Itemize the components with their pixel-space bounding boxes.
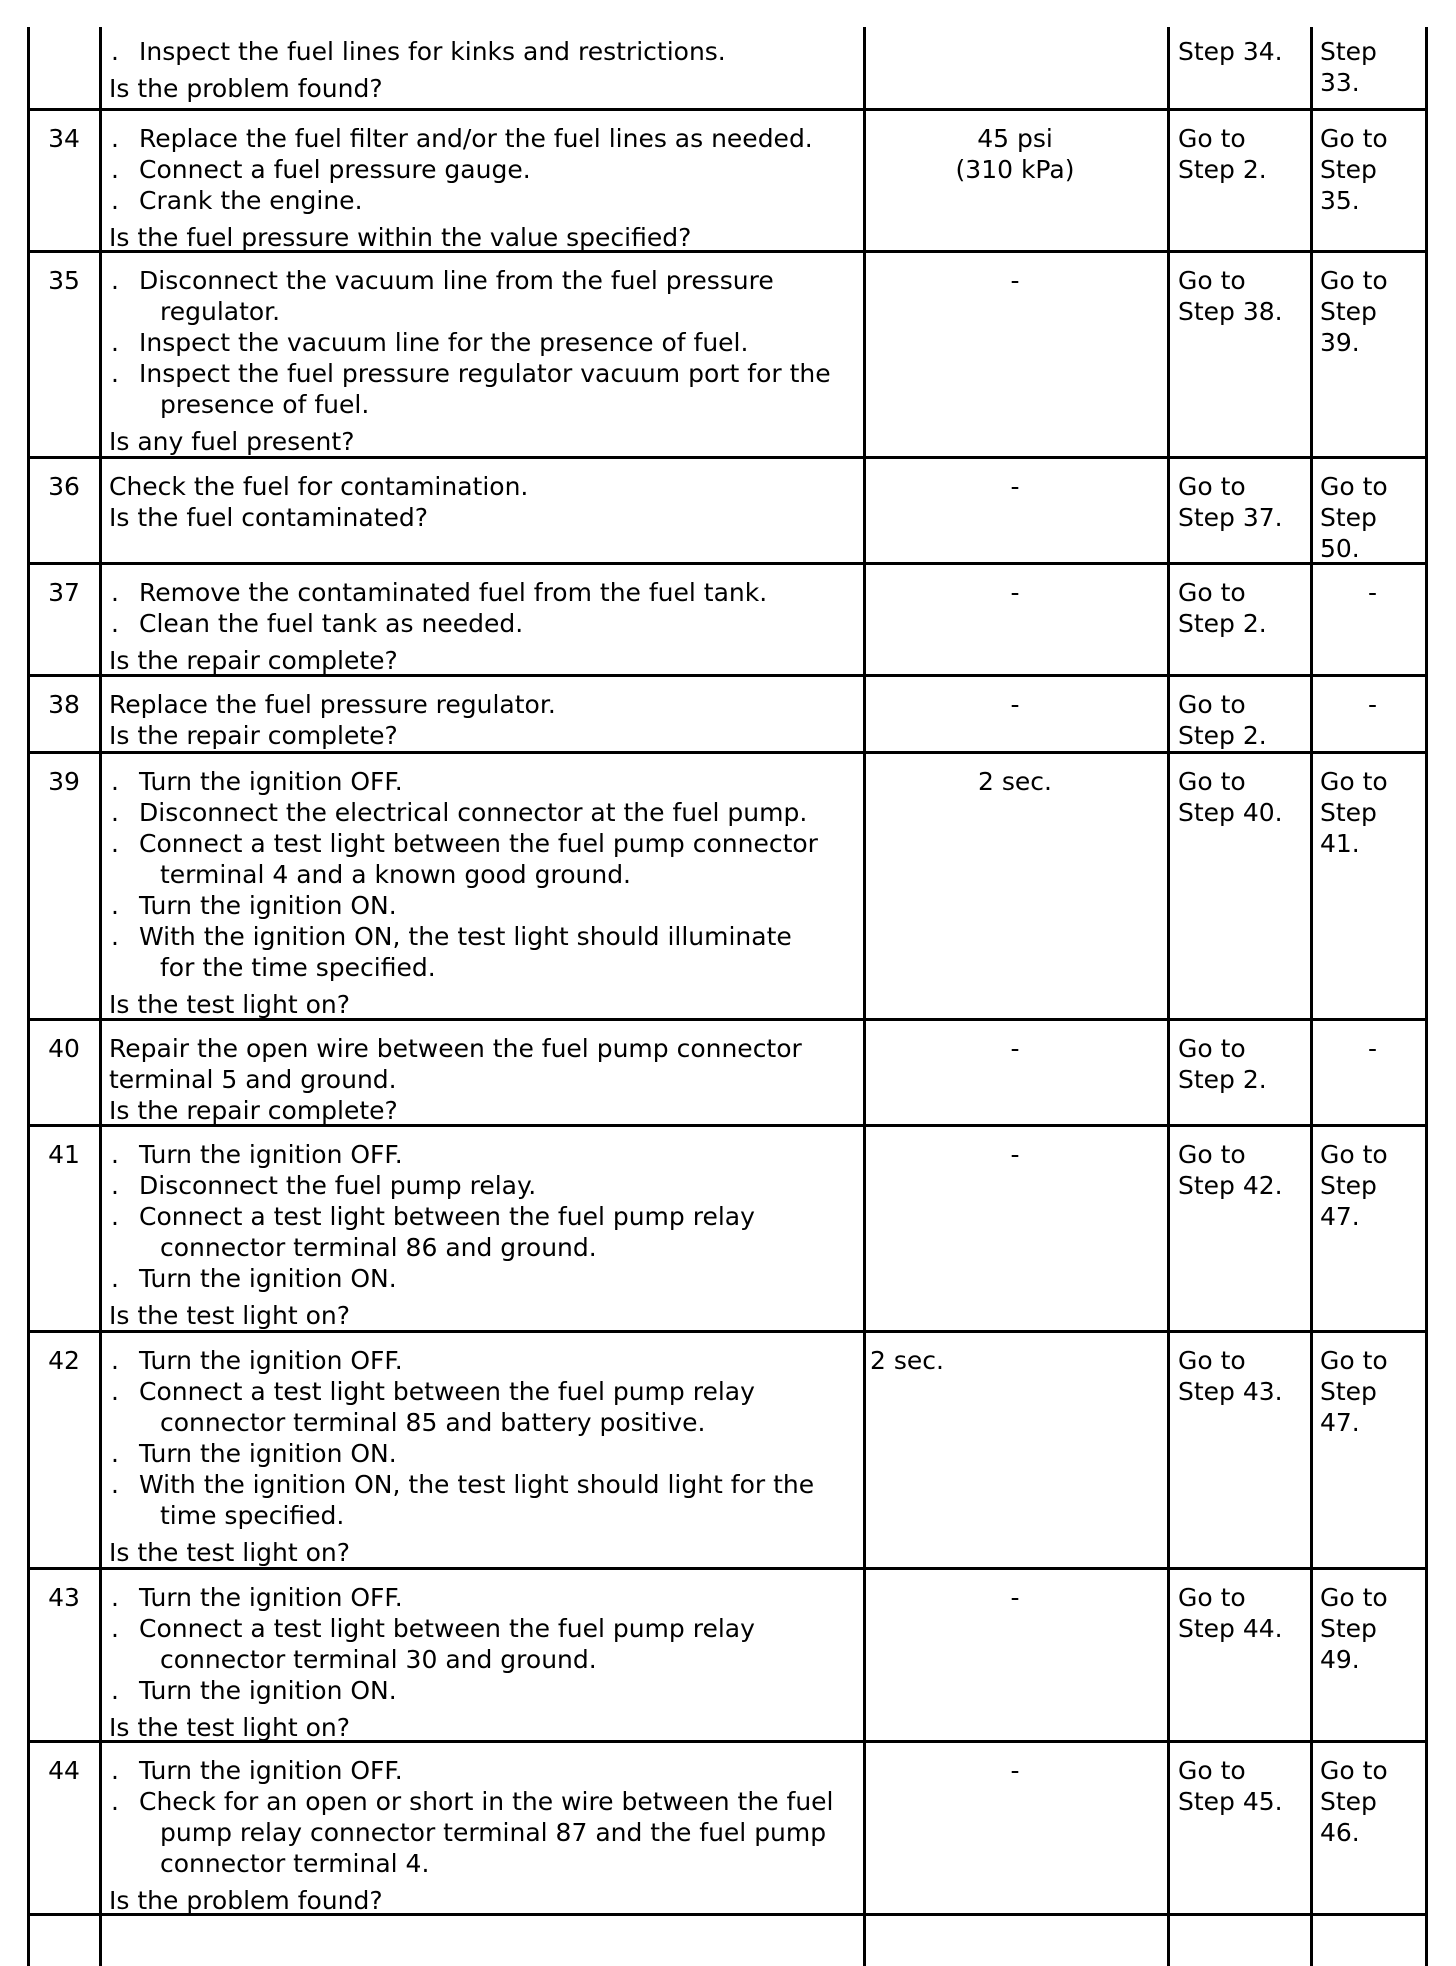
question-text: Is the problem found? (109, 1886, 383, 1915)
bullet-dot: . (111, 1346, 119, 1375)
bullet-text: Turn the ignition OFF. (139, 767, 403, 796)
value-text: 45 psi (977, 124, 1053, 153)
no-text: Go to (1320, 472, 1388, 501)
value-cell (866, 689, 1164, 720)
no-text: 46. (1320, 1818, 1360, 1847)
value-text: 2 sec. (870, 1346, 944, 1375)
value-cell (866, 1033, 1164, 1064)
yes-text: Go to (1178, 767, 1246, 796)
yes-cell (1178, 1033, 1308, 1095)
question-text: Is the test light on? (109, 1301, 351, 1330)
value-text: - (1010, 1034, 1020, 1063)
yes-text: Go to (1178, 578, 1246, 607)
value-cell (866, 123, 1164, 185)
bullet-item (109, 1376, 859, 1407)
action-cell (109, 36, 859, 104)
no-text: 39. (1320, 328, 1360, 357)
no-text: Go to (1320, 266, 1388, 295)
bullet-dot: . (111, 1756, 119, 1785)
bullet-item (109, 123, 859, 154)
no-text: 47. (1320, 1202, 1360, 1231)
no-text: Step (1320, 1787, 1377, 1816)
bullet-dot: . (111, 609, 119, 638)
step-number: 40 (48, 1034, 80, 1063)
value-cell (866, 577, 1164, 608)
bullet-continuation: for the time specified. (160, 953, 436, 982)
value-text: - (1010, 578, 1020, 607)
value-cell (866, 1755, 1164, 1786)
yes-text: Go to (1178, 124, 1246, 153)
yes-text: Step 38. (1178, 297, 1283, 326)
bullet-dot: . (111, 186, 119, 215)
step-number: 39 (48, 767, 80, 796)
bullet-item (109, 154, 859, 185)
yes-cell (1178, 1755, 1308, 1817)
action-cell (109, 1582, 859, 1743)
column-divider-value (1167, 27, 1170, 1966)
yes-text: Go to (1178, 1034, 1246, 1063)
bullet-continuation: pump relay connector terminal 87 and the fuel pump (160, 1818, 827, 1847)
no-cell (1320, 577, 1425, 608)
yes-cell (1178, 1345, 1308, 1407)
bullet-item (109, 766, 859, 797)
value-cell (866, 1582, 1164, 1613)
step-number: 37 (48, 578, 80, 607)
bullet-item (109, 1582, 859, 1613)
action-cell (109, 1033, 859, 1126)
table-border-left (27, 27, 30, 1966)
action-text: Repair the open wire between the fuel pump connector (109, 1034, 802, 1063)
question-text: Is any fuel present? (109, 427, 355, 456)
bullet-text: Connect a test light between the fuel pump connector (139, 829, 818, 858)
no-text: 41. (1320, 829, 1360, 858)
value-cell (866, 766, 1164, 797)
no-cell (1320, 123, 1425, 216)
value-text: - (1010, 690, 1020, 719)
yes-text: Go to (1178, 1140, 1246, 1169)
value-cell (866, 265, 1164, 296)
no-cell (1320, 1139, 1425, 1232)
bullet-continuation: presence of fuel. (160, 390, 370, 419)
yes-text: Step 2. (1178, 155, 1267, 184)
yes-text: Step 2. (1178, 721, 1267, 750)
question-text: Is the test light on? (109, 1538, 351, 1567)
no-text: Step (1320, 503, 1377, 532)
bullet-item (109, 36, 859, 67)
question-text: Is the test light on? (109, 1713, 351, 1742)
bullet-item (109, 1613, 859, 1644)
bullet-text: With the ignition ON, the test light should illuminate (139, 922, 792, 951)
bullet-dot: . (111, 1583, 119, 1612)
no-cell (1320, 689, 1425, 720)
bullet-item (109, 921, 859, 952)
action-cell (109, 1755, 859, 1916)
no-cell (1320, 1582, 1425, 1675)
bullet-text: Clean the fuel tank as needed. (139, 609, 524, 638)
bullet-item (109, 577, 859, 608)
yes-cell (1178, 471, 1308, 533)
bullet-item (109, 1438, 859, 1469)
bullet-dot: . (111, 578, 119, 607)
step-number: 38 (48, 690, 80, 719)
no-cell (1320, 1345, 1425, 1438)
yes-cell (1178, 766, 1308, 828)
action-text: Check the fuel for contamination. (109, 472, 529, 501)
bullet-dot: . (111, 266, 119, 295)
bullet-text: Disconnect the electrical connector at the fuel pump. (139, 798, 808, 827)
no-cell (1320, 36, 1425, 98)
no-text: Go to (1320, 1140, 1388, 1169)
bullet-text: Disconnect the fuel pump relay. (139, 1171, 537, 1200)
yes-cell (1178, 1139, 1308, 1201)
table-border-right (1425, 27, 1428, 1966)
bullet-item (109, 1675, 859, 1706)
step-number: 42 (48, 1346, 80, 1375)
yes-text: Step 43. (1178, 1377, 1283, 1406)
action-text: Is the repair complete? (109, 721, 398, 750)
bullet-dot: . (111, 1140, 119, 1169)
step-number: 35 (48, 266, 80, 295)
bullet-continuation: connector terminal 86 and ground. (160, 1233, 597, 1262)
bullet-text: Turn the ignition OFF. (139, 1583, 403, 1612)
bullet-dot: . (111, 829, 119, 858)
no-text: Step (1320, 1377, 1377, 1406)
bullet-dot: . (111, 798, 119, 827)
yes-text: Step 44. (1178, 1614, 1283, 1643)
no-text: Step (1320, 37, 1377, 66)
bullet-dot: . (111, 1676, 119, 1705)
bullet-continuation: connector terminal 30 and ground. (160, 1645, 597, 1674)
bullet-dot: . (111, 767, 119, 796)
value-text: - (1010, 1140, 1020, 1169)
bullet-text: Turn the ignition ON. (139, 1676, 397, 1705)
yes-cell (1178, 123, 1308, 185)
bullet-continuation: regulator. (160, 297, 281, 326)
bullet-item (109, 1263, 859, 1294)
bullet-item (109, 1345, 859, 1376)
bullet-continuation: time specified. (160, 1501, 345, 1530)
action-cell (109, 123, 859, 253)
bullet-text: Replace the fuel filter and/or the fuel lines as needed. (139, 124, 813, 153)
yes-text: Step 40. (1178, 798, 1283, 827)
step-number: 43 (48, 1583, 80, 1612)
no-cell (1320, 766, 1425, 859)
yes-text: Step 45. (1178, 1787, 1283, 1816)
step-number: 41 (48, 1140, 80, 1169)
value-text: - (1010, 1756, 1020, 1785)
yes-text: Go to (1178, 1583, 1246, 1612)
bullet-item (109, 327, 859, 358)
bullet-item (109, 265, 859, 296)
bullet-text: Turn the ignition OFF. (139, 1140, 403, 1169)
bullet-text: Inspect the vacuum line for the presence of fuel. (139, 328, 749, 357)
bullet-item (109, 185, 859, 216)
yes-text: Step 37. (1178, 503, 1283, 532)
column-divider-yes (1310, 27, 1313, 1966)
no-text: Go to (1320, 1756, 1388, 1785)
bullet-text: Turn the ignition ON. (139, 1439, 397, 1468)
action-cell (109, 471, 859, 533)
bullet-dot: . (111, 37, 119, 66)
bullet-continuation: connector terminal 85 and battery positive. (160, 1408, 706, 1437)
no-text: Step (1320, 155, 1377, 184)
bullet-item (109, 1755, 859, 1786)
bullet-item (109, 1139, 859, 1170)
question-text: Is the fuel pressure within the value specified? (109, 223, 692, 252)
bullet-dot: . (111, 155, 119, 184)
row-divider (28, 108, 1428, 111)
column-divider-action (863, 27, 866, 1966)
value-text: (310 kPa) (955, 155, 1075, 184)
yes-text: Step 42. (1178, 1171, 1283, 1200)
bullet-item (109, 1201, 859, 1232)
action-text: Is the fuel contaminated? (109, 503, 429, 532)
action-text: Is the repair complete? (109, 1096, 398, 1125)
bullet-text: Connect a fuel pressure gauge. (139, 155, 531, 184)
step-number: 36 (48, 472, 80, 501)
value-cell (866, 471, 1164, 502)
bullet-dot: . (111, 1787, 119, 1816)
yes-text: Go to (1178, 472, 1246, 501)
bullet-dot: . (111, 328, 119, 357)
value-cell (866, 1139, 1164, 1170)
step-number: 34 (48, 124, 80, 153)
value-text: - (1010, 1583, 1020, 1612)
action-text: terminal 5 and ground. (109, 1065, 397, 1094)
value-text: - (1010, 472, 1020, 501)
bullet-dot: . (111, 124, 119, 153)
no-text: 50. (1320, 534, 1360, 563)
bullet-dot: . (111, 1439, 119, 1468)
bullet-item (109, 358, 859, 389)
no-text: 47. (1320, 1408, 1360, 1437)
bullet-text: Turn the ignition ON. (139, 891, 397, 920)
action-cell (109, 265, 859, 457)
column-divider-step (99, 27, 102, 1966)
bullet-dot: . (111, 922, 119, 951)
bullet-text: Turn the ignition ON. (139, 1264, 397, 1293)
bullet-continuation: connector terminal 4. (160, 1849, 430, 1878)
bullet-item (109, 608, 859, 639)
action-text: Replace the fuel pressure regulator. (109, 690, 556, 719)
bullet-item (109, 1170, 859, 1201)
no-text: 35. (1320, 186, 1360, 215)
bullet-text: With the ignition ON, the test light should light for the (139, 1470, 815, 1499)
bullet-text: Turn the ignition OFF. (139, 1756, 403, 1785)
bullet-text: Connect a test light between the fuel pump relay (139, 1202, 755, 1231)
bullet-dot: . (111, 891, 119, 920)
action-cell (109, 577, 859, 676)
value-text: - (1010, 266, 1020, 295)
bullet-item (109, 797, 859, 828)
bullet-dot: . (111, 1470, 119, 1499)
yes-cell (1178, 689, 1308, 751)
value-text: 2 sec. (978, 767, 1052, 796)
no-text: Go to (1320, 1583, 1388, 1612)
bullet-dot: . (111, 1614, 119, 1643)
bullet-text: Crank the engine. (139, 186, 363, 215)
bullet-text: Inspect the fuel lines for kinks and restrictions. (139, 37, 726, 66)
bullet-text: Inspect the fuel pressure regulator vacuum port for the (139, 359, 831, 388)
yes-text: Step 34. (1178, 37, 1283, 66)
yes-text: Go to (1178, 266, 1246, 295)
action-cell (109, 766, 859, 1020)
no-text: Step (1320, 1614, 1377, 1643)
action-cell (109, 1139, 859, 1331)
no-text: Go to (1320, 1346, 1388, 1375)
yes-text: Go to (1178, 690, 1246, 719)
no-text: Step (1320, 1171, 1377, 1200)
bullet-text: Check for an open or short in the wire between the fuel (139, 1787, 834, 1816)
bullet-dot: . (111, 359, 119, 388)
no-cell (1320, 471, 1425, 564)
no-text: - (1367, 690, 1378, 719)
yes-text: Step 2. (1178, 1065, 1267, 1094)
question-text: Is the repair complete? (109, 646, 398, 675)
no-cell (1320, 1033, 1425, 1064)
no-text: Step (1320, 297, 1377, 326)
bullet-text: Connect a test light between the fuel pump relay (139, 1614, 755, 1643)
bullet-item (109, 1786, 859, 1817)
yes-text: Step 2. (1178, 609, 1267, 638)
row-divider (28, 562, 1428, 565)
no-text: Go to (1320, 767, 1388, 796)
no-text: 49. (1320, 1645, 1360, 1674)
no-text: - (1367, 578, 1378, 607)
yes-text: Go to (1178, 1346, 1246, 1375)
bullet-dot: . (111, 1264, 119, 1293)
yes-cell (1178, 36, 1308, 67)
bullet-item (109, 1469, 859, 1500)
no-text: 33. (1320, 68, 1360, 97)
action-cell (109, 689, 859, 751)
bullet-text: Remove the contaminated fuel from the fuel tank. (139, 578, 768, 607)
bullet-item (109, 828, 859, 859)
step-number: 44 (48, 1756, 80, 1785)
no-text: Step (1320, 798, 1377, 827)
no-text: Go to (1320, 124, 1388, 153)
row-divider (28, 751, 1428, 754)
bullet-text: Connect a test light between the fuel pump relay (139, 1377, 755, 1406)
no-text: - (1367, 1034, 1378, 1063)
bullet-continuation: terminal 4 and a known good ground. (160, 860, 632, 889)
yes-cell (1178, 1582, 1308, 1644)
no-cell (1320, 1755, 1425, 1848)
action-cell (109, 1345, 859, 1568)
no-cell (1320, 265, 1425, 358)
question-text: Is the test light on? (109, 990, 351, 1019)
bullet-dot: . (111, 1377, 119, 1406)
bullet-text: Disconnect the vacuum line from the fuel pressure (139, 266, 774, 295)
value-cell (866, 1345, 1168, 1376)
yes-cell (1178, 577, 1308, 639)
bullet-dot: . (111, 1202, 119, 1231)
bullet-text: Turn the ignition OFF. (139, 1346, 403, 1375)
yes-text: Go to (1178, 1756, 1246, 1785)
bullet-item (109, 890, 859, 921)
bullet-dot: . (111, 1171, 119, 1200)
question-text: Is the problem found? (109, 74, 383, 103)
yes-cell (1178, 265, 1308, 327)
